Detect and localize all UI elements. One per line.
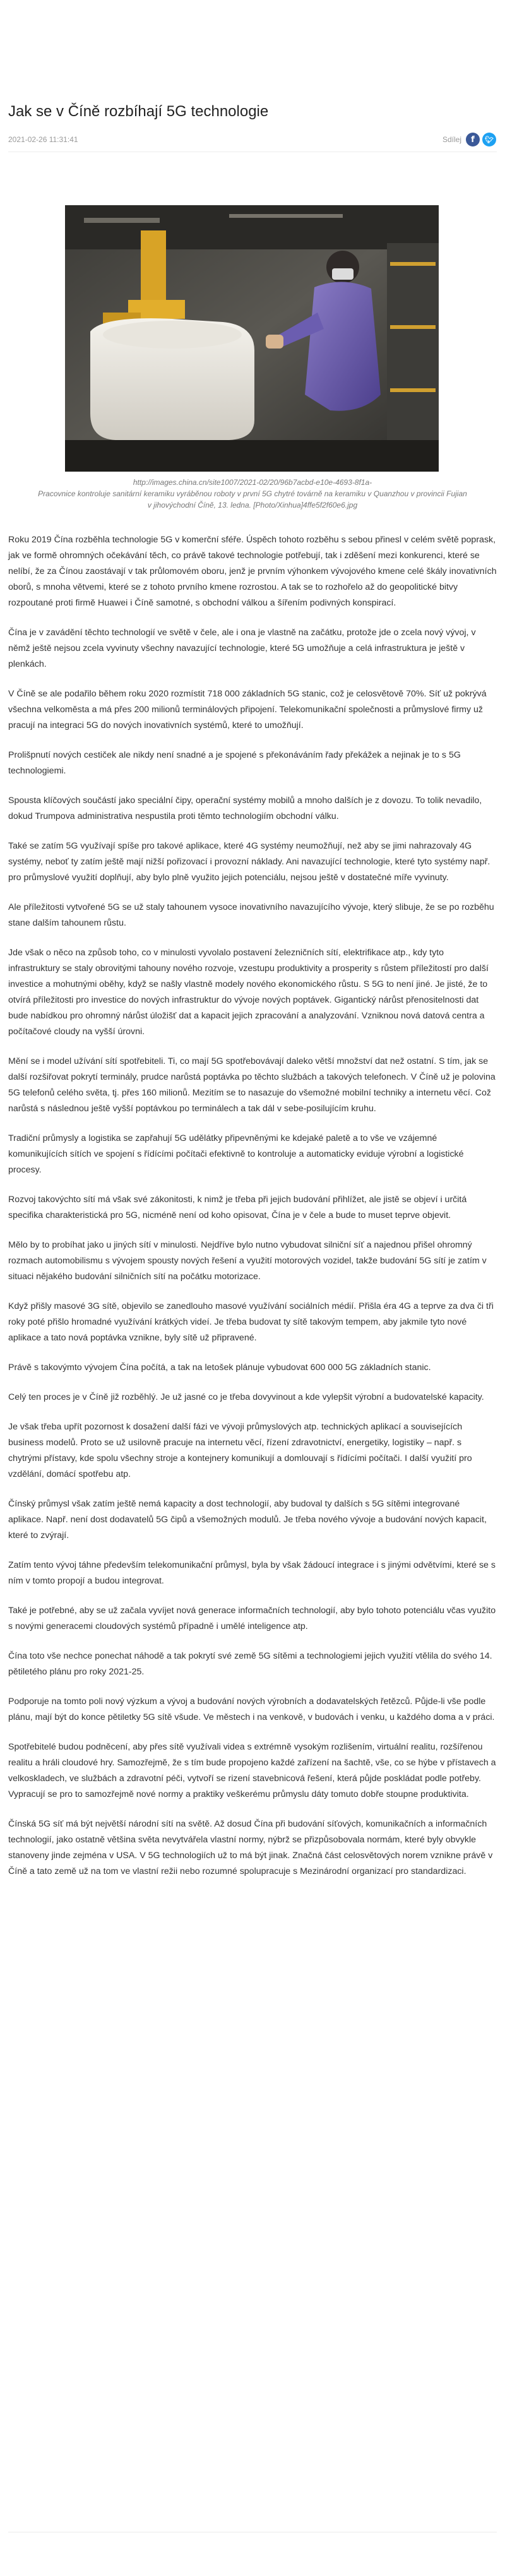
paragraph: Také je potřebné, aby se už začala vyvíjet nová generace informačních technologií, aby bylo tohoto potenciálu včas využito s novými generacemi cloudových systémů případně i umělé inteligence atp. — [8, 1606, 496, 1631]
paragraph: Jde však o něco na způsob toho, co v minulosti vyvolalo postavení železničních sítí, elektrifikace atp., kdy tyto infrastruktury se staly obrovitými tahouny nového rozvoje, vzestupu produktivity a prosperity s růstem příležitostí pro další investice a mohutnými oběhy, když se našly vlastně modely nového ekonomického růstu. S 5G to není jiné. Je jisté, že to otvírá příležitosti pro investice do nových infrastruktur do vývoje nových poptávek. Gigantický nárůst přenositelnosti dat bude nabídkou pro ohromný nárůst úložišť dat a kapacit jejich zpracování a analyzování. Vzniknou nová datová centra a počítačové cloudy na vyšší úrovni. — [8, 948, 489, 1037]
paragraph: Spotřebitelé budou podněcení, aby přes sítě využívali videa s extrémně vysokým rozlišením, virtuální realitu, rozšířenou realitu a hráli cloudové hry. Samozřejmě, že s tím bude propojeno každé zařízení na šachtě, vše, co se hýbe v přístavech a velkoskladech, ve službách a zdravotní péči, vytvoří se rizení stavebnicová řešení, která půjde poskládat podle potřeby. Vypracují se pro to samozřejmě nové normy a praktiky veškerému průmyslu dáty tomuto dobře stoupne produktivita. — [8, 1742, 496, 1799]
paragraph: Čína je v zavádění těchto technologií ve světě v čele, ale i ona je vlastně na začátku, protože jde o zcela nový vývoj, v němž ještě nejsou zcela vyvinuty všechny navazující technologie, které 5G umožňuje a celá infrastruktura je ještě v plenkách. — [8, 628, 476, 669]
image-caption-text: Pracovnice kontroluje sanitární keramiku vyráběnou roboty v první 5G chytré továrně na keramiku v Quanzhou v provincii Fujian v jihovýchodní Číně, 13. ledna. [Photo/Xinhua]4ffe5f2f60e6.jpg — [38, 489, 467, 510]
article-title: Jak se v Číně rozbíhají 5G technologie — [8, 103, 269, 120]
paragraph: Spousta klíčových součástí jako speciální čipy, operační systémy mobilů a mnoho dalších je z dovozu. To tolik nevadilo, dokud Trumpova administrativa nespustila proti těmto technologiím obchodní válku. — [8, 796, 482, 821]
paragraph: Čínská 5G síť má být největší národní sítí na světě. Až dosud Čína při budování síťových, komunikačních a informačních technologií, jako ostatně většina světa nevytvářela vlastní normy, nýbrž se přizpůsobovala normám, které byly obvykle stanoveny jinde zejména v USA. V 5G technologiích už to má být jinak. Značná část celosvětových norem vznikne právě v Číně a tato země už na tom ve vlastní režii nebo rozumné spolupracuje s Mezinárodní organizací pro standardizaci. — [8, 1819, 493, 1876]
paragraph: Podporuje na tomto poli nový výzkum a vývoj a budování nových výrobních a dodavatelských řetězců. Půjde-li vše podle plánu, mají být do konce pětiletky 5G sítě všude. Ve městech i na venkově, v budovách i venku, u každého doma a v práci. — [8, 1696, 495, 1722]
twitter-icon[interactable]: 🐦︎ — [482, 133, 496, 146]
image-caption — [38, 477, 467, 511]
publish-date: 2021-02-26 11:31:41 — [8, 135, 78, 144]
paragraph: Prolišpnutí nových cestiček ale nikdy není snadné a je spojené s překonáváním řady překážek a nejinak je to s 5G technologiemi. — [8, 750, 461, 776]
paragraph: Zatím tento vývoj táhne především telekomunikační průmysl, byla by však žádoucí integrace i s jinými odvětvími, které se s ním v tomto propojí a budou integrovat. — [8, 1560, 496, 1586]
share-label: Sdílej — [442, 135, 461, 144]
paragraph: Je však třeba upřít pozornost k dosažení další fázi ve vývoji průmyslových atp. technických aplikací a souvisejících business modelů. Proto se už usilovně pracuje na internetu věcí, řízení zdravotnictví, energetiky, logistiky – např. s chytrými přístavy, kde spolu všechny stroje a kontejnery komunikují a domlouvají s řídícími počítači. I další využití pro vzdělání, domácí spotřebu atp. — [8, 1422, 472, 1479]
paragraph: Právě s takovýmto vývojem Čína počítá, a tak na letošek plánuje vybudovat 600 000 5G základních stanic. — [8, 1363, 431, 1373]
paragraph: Čínský průmysl však zatím ještě nemá kapacity a dost technologií, aby budoval ty dalších s 5G sítěmi integrované aplikace. Např. není dost dodavatelů 5G čipů a všemožných modulů. Je třeba nového vývoje a budování nových kapacit, které to zvýrají. — [8, 1499, 487, 1541]
paragraph: Roku 2019 Čína rozběhla technologie 5G v komerční sféře. Úspěch tohoto rozběhu s sebou přinesl v celém světě poprask, jak ve formě ohromných očekávání těch, co právě takové technologie potřebují, tak i zděšení mezi konkurenci, které se nelíbí, že za Čínou zaostávají v tak průlomovém oboru, jenž je prvním výhonkem vývojového kmene celé škály inovativních oborů, s mnoha větvemi, které se z tohoto prvního kmene rozrostou. A tak se to rozhořelo až do geopolitické bitvy rozpoutané proti firmě Huawei i Číně samotné, s obchodní válkou a šířením podivných konspirací. — [8, 535, 497, 608]
paragraph: Také se zatím 5G využívají spíše pro takové aplikace, které 4G systémy neumožňují, než aby se jimi nahrazovaly 4G systémy, neboť ty zatím ještě mají nižší pořizovací i provozní náklady. Ani navazující technologie, které tyto systémy např. pro průmyslové využití doplňují, aby bylo plně využito jejich potenciálu, nejsou ještě v dostatečné míře vyvinuty. — [8, 841, 490, 883]
paragraph: V Číně se ale podařilo během roku 2020 rozmístit 718 000 základních 5G stanic, což je celosvětově 70%. Síť už pokrývá všechna velkoměsta a má přes 200 milionů terminálových připojení. Telekomunikační společnosti a průmyslové firmy už pracují na integraci 5G do nových inovativních systémů, které to umožňují. — [8, 689, 487, 730]
article-photo — [65, 205, 439, 472]
paragraph: Čína toto vše nechce ponechat náhodě a tak pokrytí své země 5G sítěmi a technologiemi jejich využití vtělila do svého 14. pětiletého plánu pro roky 2021-25. — [8, 1651, 492, 1677]
article-body — [8, 532, 497, 1893]
paragraph: Tradiční průmysly a logistika se zapřahují 5G udělátky připevněnými ke kdejaké paletě a to vše ve vzájemné komunikujících sítích ve spojení s řídícími počítači efektivně to kontroluje a automaticky eviduje výrobní a logistické procesy. — [8, 1133, 464, 1175]
paragraph: Mělo by to probíhat jako u jiných sítí v minulosti. Nejdříve bylo nutno vybudovat silniční síť a najednou přišel ohromný rozmach automobilismu s vývojem spousty nových řešení a využití motorových vozidel, takže budování 5G sítí je zatím v situaci nějakého budování silničních sítí na počátku motorizace. — [8, 1240, 487, 1282]
paragraph: Rozvoj takovýchto sítí má však své zákonitosti, k nimž je třeba při jejich budování přihlížet, ale jistě se objeví i určitá specifika charakteristická pro 5G, nicméně není od koho opisovat, Čína je v čele a bude to muset teprve objevit. — [8, 1195, 467, 1220]
image-caption-url: http://images.china.cn/site1007/2021-02/20/96b7acbd-e10e-4693-8f1a- — [133, 478, 372, 487]
paragraph: Mění se i model užívání sítí spotřebiteli. Ti, co mají 5G spotřebovávají daleko větší množství dat než ostatní. S tím, jak se další rozšiřovat pokrytí terminály, prudce narůstá poptávka po těchto službách a takových telefonech. V Číně už je polovina 5G telefonů celého světa, tj. přes 160 milionů. Mezitím se to nasazuje do všemožné mobilní techniky a internetu věcí. Což narůstá s následnou ještě vyšší poptávkou po terminálech a tak dál v sebe-posilujícím kruhu. — [8, 1056, 496, 1114]
facebook-icon[interactable]: f — [466, 133, 480, 146]
paragraph: Když přišly masové 3G sítě, objevilo se zanedlouho masové využívání sociálních médií. Přišla éra 4G a teprve za dva či tři roky poté přišlo hromadné využívání krátkých videí. Je třeba budovat ty sítě takovým tempem, aby jakmile tyto nové aplikace a tato nová poptávka vznikne, byly sítě už připravené. — [8, 1301, 494, 1343]
paragraph: Ale příležitosti vytvořené 5G se už staly tahounem vysoce inovativního navazujícího vývoje, který slibuje, že se po rozběhu stane dalším tahounem růstu. — [8, 902, 494, 928]
paragraph: Celý ten proces je v Číně již rozběhlý. Je už jasné co je třeba dovyvinout a kde vylepšit výrobní a budovatelské kapacity. — [8, 1392, 484, 1402]
share-bar — [443, 133, 496, 146]
